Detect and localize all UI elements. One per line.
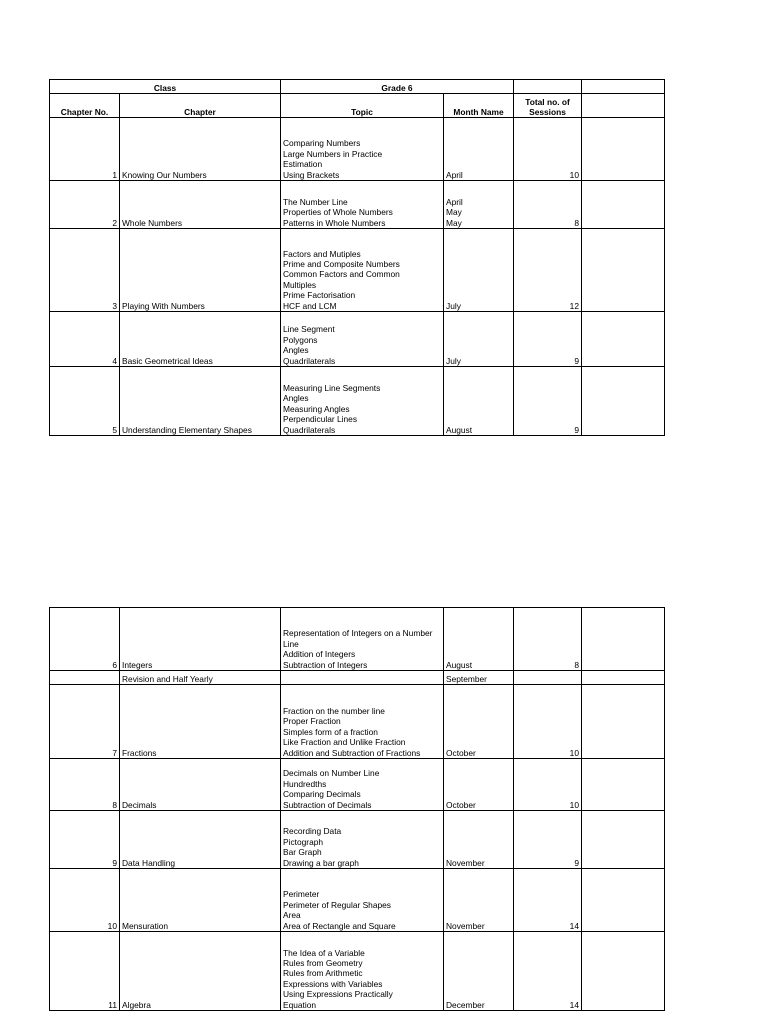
topic-line: Prime Factorisation <box>283 290 356 301</box>
topic-line: Drawing a bar graph <box>283 857 359 868</box>
sessions-cell: 10 <box>514 759 582 811</box>
topic-line: Measuring Angles <box>283 403 350 414</box>
topic-cell <box>281 685 444 759</box>
sessions-cell: 9 <box>514 811 582 869</box>
class-label: Class <box>50 80 281 94</box>
chapter-cell: Integers <box>120 608 281 671</box>
table-body <box>50 608 665 1011</box>
month-line: November <box>446 920 485 931</box>
topic-line: HCF and LCM <box>283 300 337 311</box>
month-line: May <box>446 217 462 228</box>
month-line: April <box>446 169 463 180</box>
chapter-cell: Knowing Our Numbers <box>120 118 281 181</box>
month-cell <box>444 181 514 229</box>
topic-line: Proper Fraction <box>283 716 341 727</box>
topic-line: Angles <box>283 393 309 404</box>
chapter-no-cell: 5 <box>50 367 120 436</box>
chapter-cell: Data Handling <box>120 811 281 869</box>
topic-cell <box>281 118 444 181</box>
chapter-cell: Revision and Half Yearly <box>120 671 281 685</box>
table-row <box>50 932 665 1011</box>
topic-line: Polygons <box>283 334 318 345</box>
month-line: October <box>446 799 476 810</box>
empty-cell <box>582 671 665 685</box>
chapter-no-cell: 3 <box>50 229 120 312</box>
syllabus-table-part-1 <box>49 79 665 436</box>
chapter-no-cell <box>50 671 120 685</box>
col-header-chapter: Chapter <box>120 94 281 118</box>
topic-line: Quadrilaterals <box>283 355 336 366</box>
chapter-no-cell: 11 <box>50 932 120 1011</box>
empty-cell <box>582 811 665 869</box>
month-cell <box>444 312 514 367</box>
chapter-no-cell: 4 <box>50 312 120 367</box>
month-cell <box>444 759 514 811</box>
chapter-cell: Decimals <box>120 759 281 811</box>
month-cell <box>444 932 514 1011</box>
topic-cell <box>281 759 444 811</box>
chapter-no-cell: 8 <box>50 759 120 811</box>
empty-cell <box>582 685 665 759</box>
chapter-cell: Whole Numbers <box>120 181 281 229</box>
month-line: November <box>446 857 485 868</box>
table-row <box>50 759 665 811</box>
topic-line: Decimals on Number Line <box>283 768 380 779</box>
topic-line: Fraction on the number line <box>283 705 385 716</box>
topic-line: Prime and Composite Numbers <box>283 258 400 269</box>
month-cell <box>444 229 514 312</box>
topic-line: Area <box>283 910 301 921</box>
empty-cell <box>582 80 665 94</box>
topic-line: Perimeter <box>283 889 320 900</box>
syllabus-table-part-2 <box>49 607 665 1011</box>
sessions-cell: 14 <box>514 869 582 932</box>
chapter-no-cell: 7 <box>50 685 120 759</box>
topic-line: Rules from Geometry <box>283 957 363 968</box>
col-header-chapter-no: Chapter No. <box>50 94 120 118</box>
topic-line: Perimeter of Regular Shapes <box>283 899 391 910</box>
chapter-cell: Fractions <box>120 685 281 759</box>
sessions-cell: 14 <box>514 932 582 1011</box>
topic-line: Addition of Integers <box>283 649 356 660</box>
topic-line: Quadrilaterals <box>283 424 336 435</box>
topic-line: Multiples <box>283 279 317 290</box>
chapter-no-cell: 2 <box>50 181 120 229</box>
sessions-cell: 9 <box>514 367 582 436</box>
topic-line: Bar Graph <box>283 847 322 858</box>
sessions-cell: 9 <box>514 312 582 367</box>
topic-cell <box>281 671 444 685</box>
topic-cell <box>281 811 444 869</box>
month-cell <box>444 685 514 759</box>
topic-line: Area of Rectangle and Square <box>283 920 396 931</box>
topic-line: Recording Data <box>283 826 342 837</box>
grade-label: Grade 6 <box>281 80 514 94</box>
topic-cell <box>281 608 444 671</box>
sessions-cell: 8 <box>514 608 582 671</box>
month-line: October <box>446 747 476 758</box>
empty-cell <box>514 80 582 94</box>
topic-line: Line Segment <box>283 324 335 335</box>
sessions-cell <box>514 671 582 685</box>
col-header-month: Month Name <box>444 94 514 118</box>
topic-line: Representation of Integers on a Number <box>283 628 433 639</box>
table-row <box>50 811 665 869</box>
chapter-no-cell: 6 <box>50 608 120 671</box>
topic-line: Simples form of a fraction <box>283 726 378 737</box>
table-row <box>50 685 665 759</box>
month-line: September <box>446 673 487 684</box>
topic-cell <box>281 312 444 367</box>
empty-cell <box>582 312 665 367</box>
table-row <box>50 608 665 671</box>
topic-line: Pictograph <box>283 836 324 847</box>
month-cell <box>444 811 514 869</box>
chapter-cell: Basic Geometrical Ideas <box>120 312 281 367</box>
topic-line: Properties of Whole Numbers <box>283 207 393 218</box>
empty-cell <box>582 118 665 181</box>
month-cell <box>444 671 514 685</box>
topic-line: Perpendicular Lines <box>283 414 358 425</box>
topic-line: Expressions with Variables <box>283 978 383 989</box>
month-line: August <box>446 659 473 670</box>
table-row <box>50 118 665 181</box>
topic-cell <box>281 932 444 1011</box>
month-cell <box>444 118 514 181</box>
topic-line: Angles <box>283 345 309 356</box>
topic-line: Patterns in Whole Numbers <box>283 217 386 228</box>
empty-cell <box>582 608 665 671</box>
col-header-sessions: Total no. of Sessions <box>514 94 582 118</box>
topic-line: Addition and Subtraction of Fractions <box>283 747 421 758</box>
month-line: August <box>446 424 473 435</box>
topic-line: Large Numbers in Practice <box>283 148 383 159</box>
topic-line: Comparing Decimals <box>283 789 361 800</box>
table-row <box>50 312 665 367</box>
col-header-topic: Topic <box>281 94 444 118</box>
topic-line: The Number Line <box>283 196 348 207</box>
sessions-cell: 12 <box>514 229 582 312</box>
empty-cell <box>582 869 665 932</box>
month-line: May <box>446 207 462 218</box>
chapter-no-cell: 1 <box>50 118 120 181</box>
topic-line: Measuring Line Segments <box>283 382 381 393</box>
topic-line: Factors and Mutiples <box>283 248 361 259</box>
sessions-cell: 10 <box>514 118 582 181</box>
empty-cell <box>582 229 665 312</box>
chapter-cell: Playing With Numbers <box>120 229 281 312</box>
empty-cell <box>582 759 665 811</box>
topic-line: The Idea of a Variable <box>283 947 365 958</box>
month-cell <box>444 608 514 671</box>
chapter-cell: Understanding Elementary Shapes <box>120 367 281 436</box>
topic-line: Line <box>283 638 299 649</box>
table-row <box>50 367 665 436</box>
chapter-no-cell: 10 <box>50 869 120 932</box>
topic-cell <box>281 367 444 436</box>
empty-cell <box>582 94 665 118</box>
topic-cell <box>281 869 444 932</box>
month-cell <box>444 367 514 436</box>
table-row <box>50 671 665 685</box>
table-row <box>50 869 665 932</box>
topic-line: Using Expressions Practically <box>283 989 393 1000</box>
chapter-no-cell: 9 <box>50 811 120 869</box>
month-line: December <box>446 999 485 1010</box>
table-body <box>50 118 665 436</box>
topic-line: Using Brackets <box>283 169 340 180</box>
topic-line: Estimation <box>283 159 323 170</box>
sessions-cell: 8 <box>514 181 582 229</box>
empty-cell <box>582 932 665 1011</box>
month-line: July <box>446 355 461 366</box>
topic-line: Comparing Numbers <box>283 138 361 149</box>
topic-line: Common Factors and Common <box>283 269 400 280</box>
empty-cell <box>582 367 665 436</box>
month-cell <box>444 869 514 932</box>
topic-line: Subtraction of Integers <box>283 659 368 670</box>
topic-line: Equation <box>283 999 317 1010</box>
sessions-cell: 10 <box>514 685 582 759</box>
topic-cell <box>281 229 444 312</box>
topic-line: Subtraction of Decimals <box>283 799 372 810</box>
month-line: April <box>446 196 463 207</box>
table-row <box>50 181 665 229</box>
month-line: July <box>446 300 461 311</box>
topic-cell <box>281 181 444 229</box>
table-row <box>50 229 665 312</box>
topic-line: Hundredths <box>283 778 327 789</box>
chapter-cell: Mensuration <box>120 869 281 932</box>
topic-line: Rules from Arithmetic <box>283 968 363 979</box>
topic-line: Like Fraction and Unlike Fraction <box>283 737 406 748</box>
chapter-cell: Algebra <box>120 932 281 1011</box>
empty-cell <box>582 181 665 229</box>
